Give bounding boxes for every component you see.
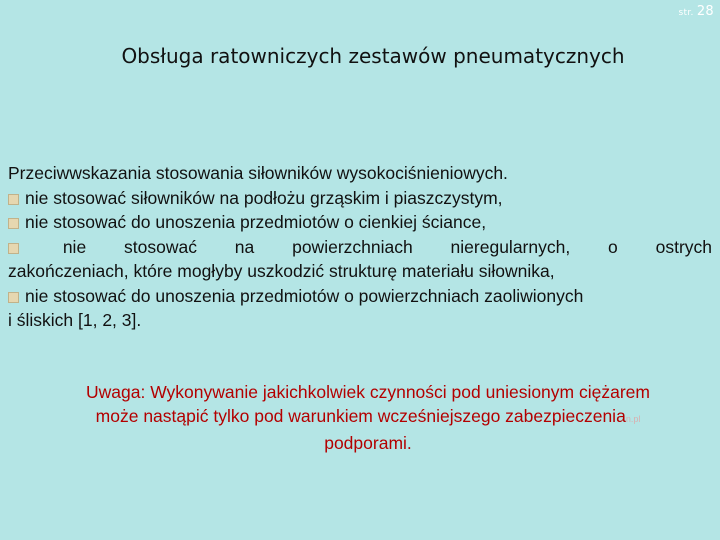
- list-item-word: [8, 235, 25, 260]
- bullet-icon: [8, 218, 19, 229]
- warning-line: Uwaga: Wykonywanie jakichkolwiek czynności pod uniesionym ciężarem: [86, 382, 650, 402]
- warning-line: [12, 404, 720, 431]
- bullet-icon: [8, 194, 19, 205]
- page-number-prefix: str.: [678, 8, 694, 18]
- list-item: [8, 210, 712, 235]
- list-item: [8, 284, 712, 309]
- list-item-word: nieregularnych,: [450, 236, 571, 257]
- list-item-text: nie stosować do unoszenia przedmiotów o powierzchniach zaoliwionych: [25, 285, 584, 306]
- list-item-continuation: i śliskich [1, 2, 3].: [8, 310, 142, 330]
- list-item: [8, 235, 712, 260]
- watermark-text: n.pl: [625, 414, 641, 424]
- list-item: [8, 186, 712, 211]
- page-number-value: 28: [696, 4, 714, 19]
- bullet-icon: [8, 292, 19, 303]
- list-item-word: stosować: [124, 236, 197, 257]
- list-item-continuation: zakończeniach, które mogłyby uszkodzić strukturę materiału siłownika,: [8, 261, 555, 281]
- page-title: Obsługa ratowniczych zestawów pneumatycznych: [121, 44, 625, 68]
- intro-line: Przeciwwskazania stosowania siłowników wysokociśnieniowych.: [8, 163, 508, 183]
- contraindications-text: [8, 161, 712, 333]
- list-item-word: na: [234, 236, 255, 257]
- bullet-icon: [8, 243, 19, 254]
- warning-line-text: może nastąpić tylko pod warunkiem wcześniejszego zabezpieczenia: [95, 406, 626, 426]
- list-item-word: ostrych: [655, 236, 712, 257]
- warning-line: podporami.: [324, 433, 412, 453]
- list-item-word: powierzchniach: [292, 236, 413, 257]
- list-item-text: nie stosować siłowników na podłożu grząskim i piaszczystym,: [25, 187, 503, 208]
- page-number: [679, 4, 714, 19]
- warning-note: [12, 380, 720, 455]
- list-item-word: nie: [62, 236, 87, 257]
- list-item-word: o: [608, 236, 618, 257]
- list-item-text: nie stosować do unoszenia przedmiotów o cienkiej ściance,: [25, 212, 487, 232]
